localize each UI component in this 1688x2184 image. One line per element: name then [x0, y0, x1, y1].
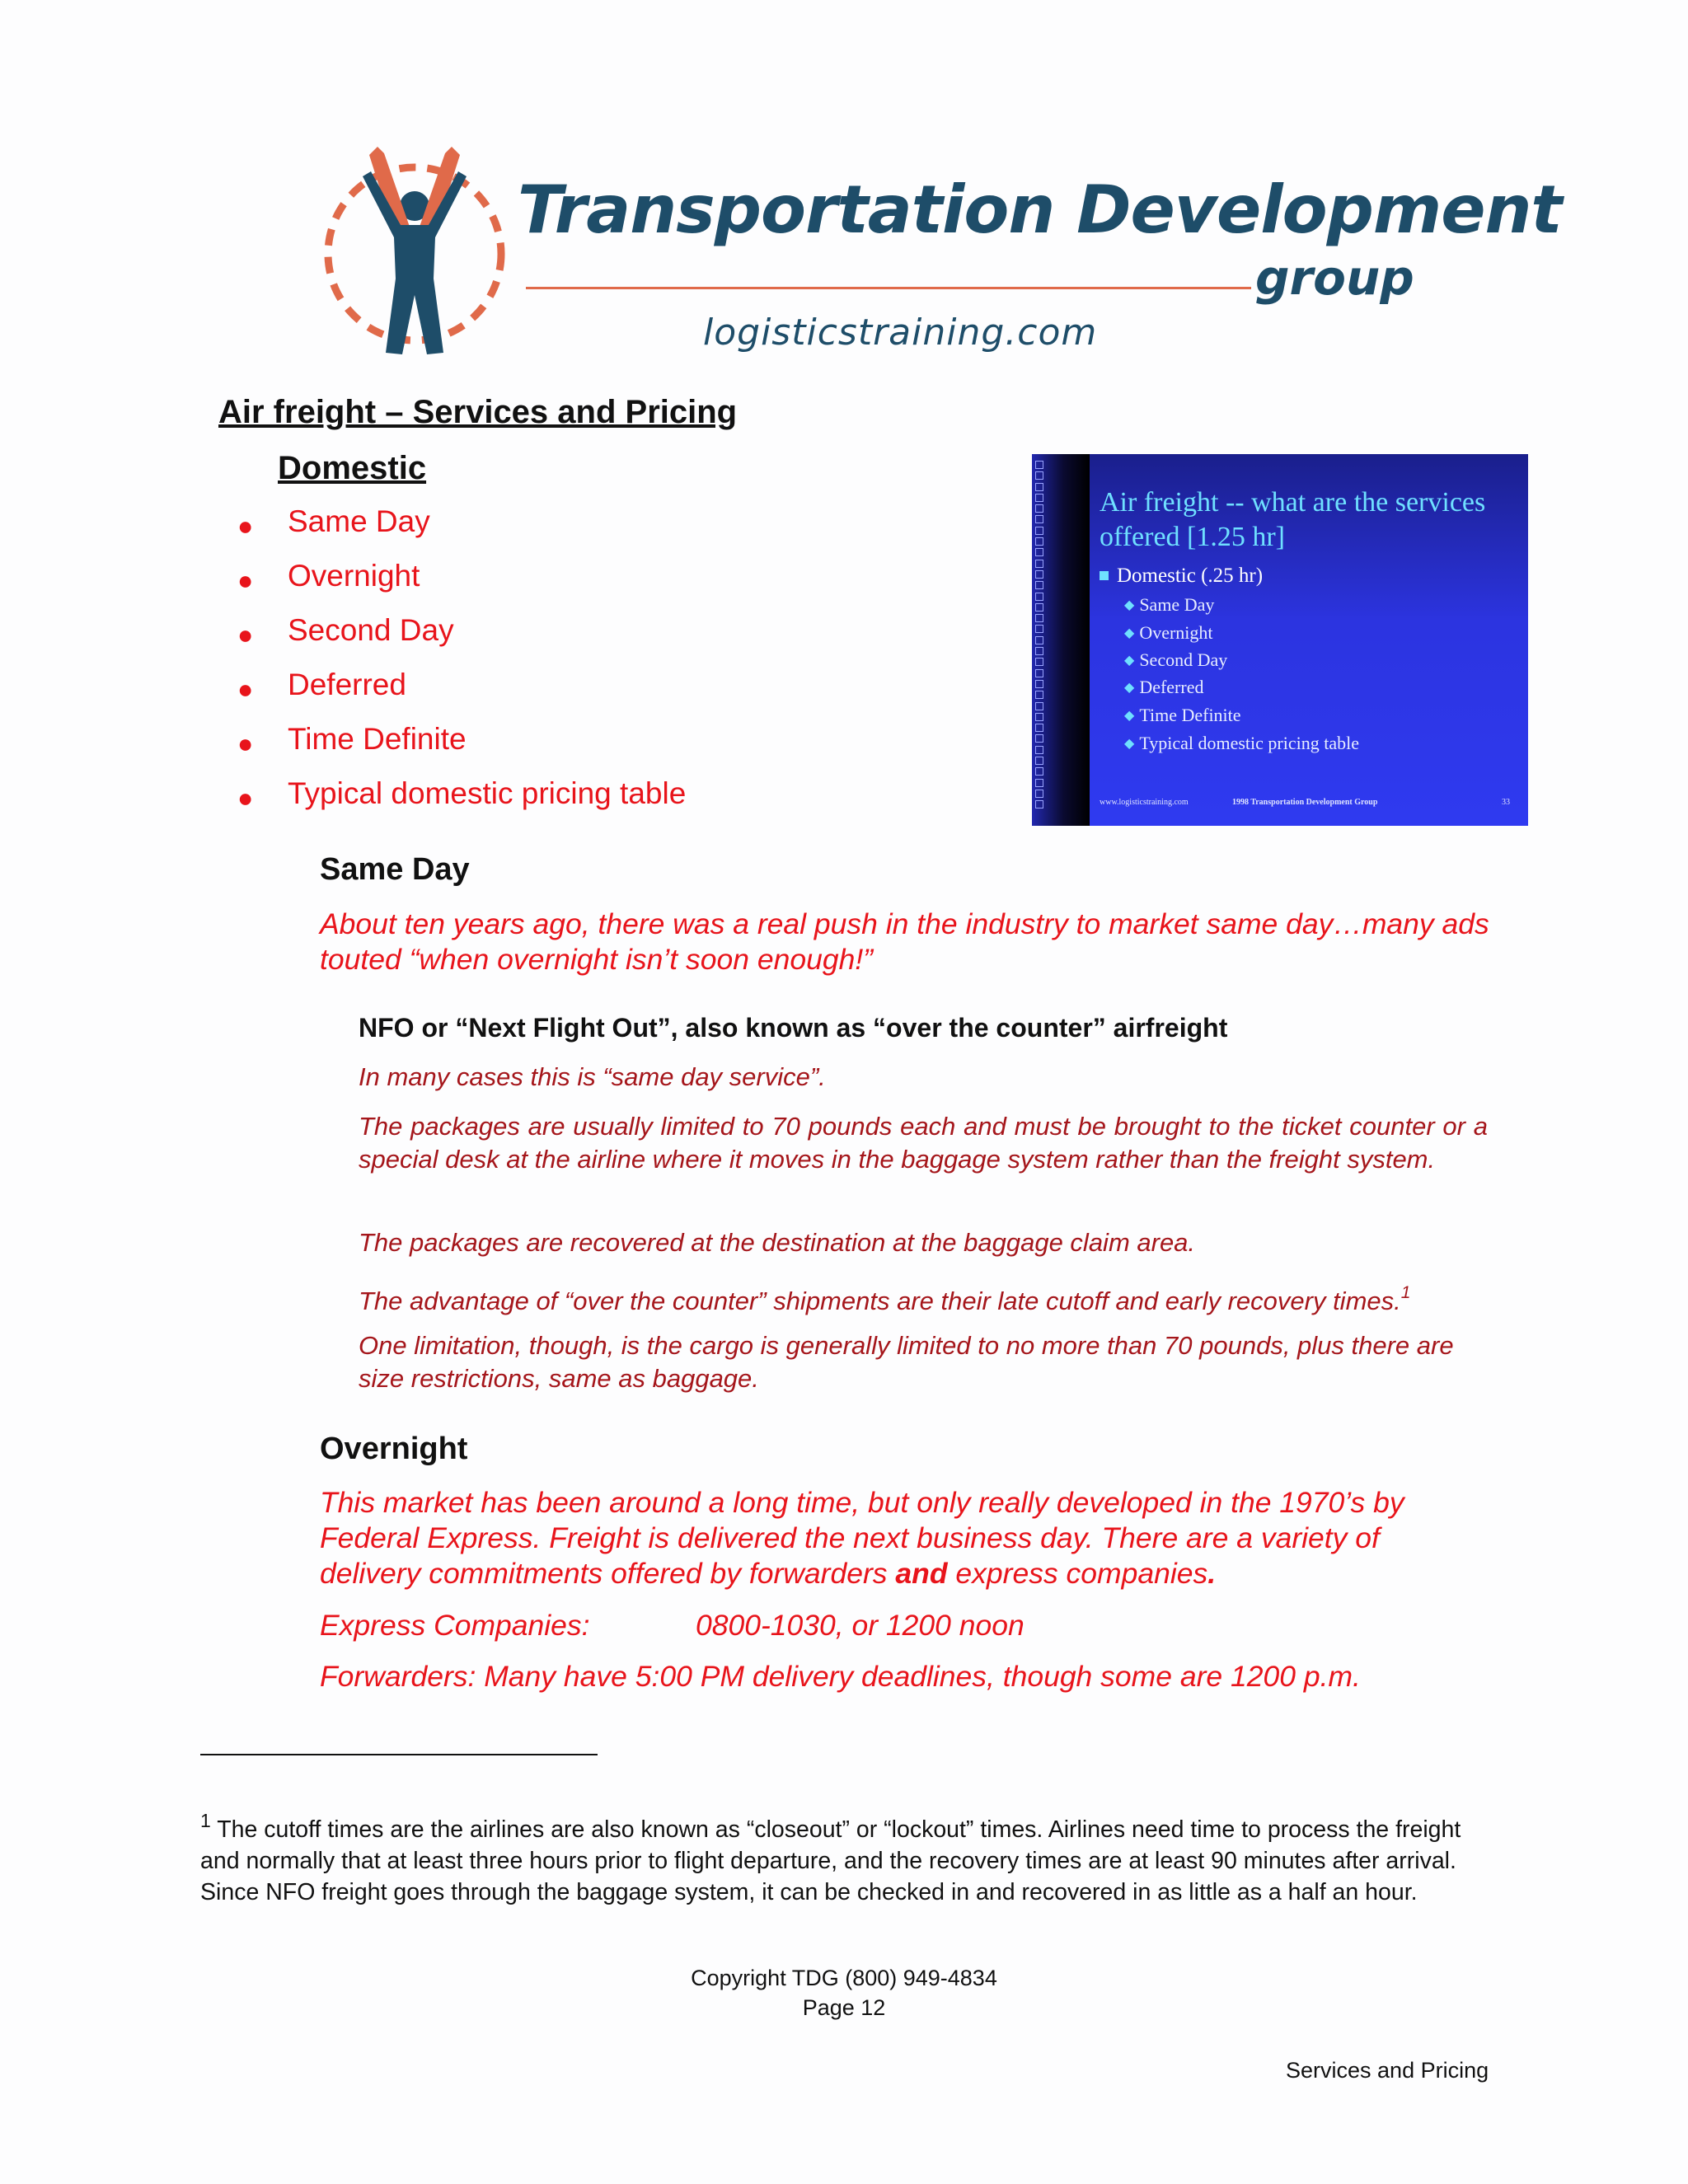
bullet-icon: ● [237, 674, 254, 704]
footnote-number: 1 [200, 1810, 211, 1831]
slide-footer-url: www.logisticstraining.com [1100, 798, 1189, 807]
diamond-bullet-icon: ◆ [1124, 681, 1135, 695]
slide-sub-item: ◆ Deferred [1124, 677, 1204, 697]
slide-box-icon [1035, 483, 1043, 491]
slide-box-icon [1035, 593, 1043, 601]
overnight-heading: Overnight [320, 1432, 468, 1466]
slide-box-icon [1035, 800, 1043, 808]
bullet-icon: ● [237, 565, 254, 595]
nfo-paragraph: In many cases this is “same day service”. [359, 1062, 826, 1091]
page-number: Page 12 [802, 1995, 886, 2020]
nfo-paragraph: The advantage of “over the counter” shipments are their late cutoff and early recovery times.$^1$ [359, 1283, 1411, 1315]
diamond-bullet-icon: ◆ [1124, 709, 1135, 723]
bullet-icon: ● [237, 620, 254, 649]
diamond-bullet-icon: ◆ [1124, 626, 1135, 640]
slide-box-icon [1035, 537, 1043, 546]
express-companies-line [320, 1608, 1025, 1643]
forwarders-line: Forwarders: Many have 5:00 PM delivery deadlines, though some are 1200 p.m. [320, 1660, 1361, 1693]
slide-box-icon [1035, 527, 1043, 535]
slide-sub-item: ◆ Overnight [1124, 622, 1213, 643]
slide-checkbox-column [1035, 461, 1045, 812]
footnote: $^1$ The cutoff times are the airlines are also known as “closeout” or “lockout” times. Airlines need time to process the freight and normally that at least three hours prior to flight departure, and the recovery times are at least 90 minutes after arrival. Since NFO freight goes through the baggage system, it can be checked in and recovered in as little as a half an hour. [200, 1810, 1461, 1905]
slide-sub-item: ◆ Time Definite [1124, 705, 1241, 725]
slide-box-icon [1035, 471, 1043, 480]
footnote-divider [200, 1754, 598, 1755]
footnote-ref[interactable]: 1 [1400, 1283, 1411, 1302]
copyright-text: Copyright TDG (800) 949-4834 [691, 1966, 997, 1990]
slide-sub-item: ◆ Same Day [1124, 594, 1215, 615]
slide-box-icon [1035, 636, 1043, 644]
slide-sub-item: ◆ Typical domestic pricing table [1124, 733, 1359, 753]
bullet-icon: ● [237, 511, 254, 541]
square-bullet-icon [1100, 571, 1109, 580]
slide-sub-item: ◆ Second Day [1124, 649, 1228, 670]
slide-box-icon [1035, 680, 1043, 688]
slide-box-icon [1035, 767, 1043, 776]
logo-wordmark: Transportation Development [518, 171, 1562, 248]
same-day-intro: About ten years ago, there was a real push in the industry to market same day…many ads touted “when overnight isn’t soon enough!” [320, 907, 1489, 976]
slide-box-icon [1035, 746, 1043, 754]
slide-box-icon [1035, 603, 1043, 612]
slide-box-icon [1035, 757, 1043, 765]
company-logo [320, 147, 1562, 369]
slide-box-icon [1035, 790, 1043, 798]
slide-box-icon [1035, 691, 1043, 699]
slide-side-strip [1032, 454, 1090, 826]
logo-figure-icon [320, 147, 518, 369]
same-day-heading: Same Day [320, 852, 470, 887]
slide-box-icon [1035, 515, 1043, 523]
slide-box-icon [1035, 669, 1043, 677]
diamond-bullet-icon: ◆ [1124, 737, 1135, 751]
express-value: 0800-1030, or 1200 noon [696, 1609, 1025, 1642]
page-title: Air freight – Services and Pricing [218, 394, 738, 430]
slide-box-icon [1035, 548, 1043, 556]
slide-number: 33 [1502, 798, 1510, 807]
slide-box-icon [1035, 461, 1043, 469]
overnight-paragraph: This market has been around a long time, but only really developed in the 1970’s by Federal Express. Freight is delivered the next business day. There are a variety of delivery commitments offered by forwarders and express companies. [320, 1486, 1404, 1590]
slide-box-icon [1035, 494, 1043, 502]
slide-box-icon [1035, 560, 1043, 568]
slide-level1-item: Domestic (.25 hr) [1100, 565, 1263, 588]
slide-box-icon [1035, 734, 1043, 743]
slide-box-icon [1035, 625, 1043, 633]
domestic-heading: Domestic [278, 450, 427, 486]
slide-box-icon [1035, 658, 1043, 666]
diamond-bullet-icon: ◆ [1124, 654, 1135, 668]
presentation-slide [1032, 454, 1528, 826]
express-label: Express Companies: [320, 1609, 590, 1642]
slide-title: Air freight -- what are the services offered [1.25 hr] [1100, 487, 1486, 552]
logo-url: logisticstraining.com [703, 312, 1098, 354]
nfo-paragraph: The packages are usually limited to 70 pounds each and must be brought to the ticket counter or a special desk at the airline where it moves in the baggage system rather than the freight system. [359, 1112, 1488, 1174]
slide-box-icon [1035, 713, 1043, 721]
slide-footer-copyright: 1998 Transportation Development Group [1232, 798, 1378, 807]
bullet-icon: ● [237, 729, 254, 758]
slide-box-icon [1035, 614, 1043, 622]
section-footer: Services and Pricing [1286, 2058, 1489, 2083]
slide-box-icon [1035, 779, 1043, 787]
slide-box-icon [1035, 570, 1043, 579]
slide-box-icon [1035, 504, 1043, 513]
slide-box-icon [1035, 647, 1043, 655]
nfo-paragraph: One limitation, though, is the cargo is generally limited to no more than 70 pounds, plus there are size restrictions, same as baggage. [359, 1331, 1454, 1393]
logo-suffix: group [1255, 250, 1414, 306]
slide-box-icon [1035, 702, 1043, 710]
slide-box-icon [1035, 724, 1043, 732]
nfo-paragraph: The packages are recovered at the destination at the baggage claim area. [359, 1228, 1196, 1257]
nfo-heading: NFO or “Next Flight Out”, also known as “over the counter” airfreight [359, 1013, 1228, 1043]
slide-box-icon [1035, 581, 1043, 589]
logo-divider [526, 287, 1251, 289]
diamond-bullet-icon: ◆ [1124, 598, 1135, 612]
bullet-icon: ● [237, 783, 254, 813]
